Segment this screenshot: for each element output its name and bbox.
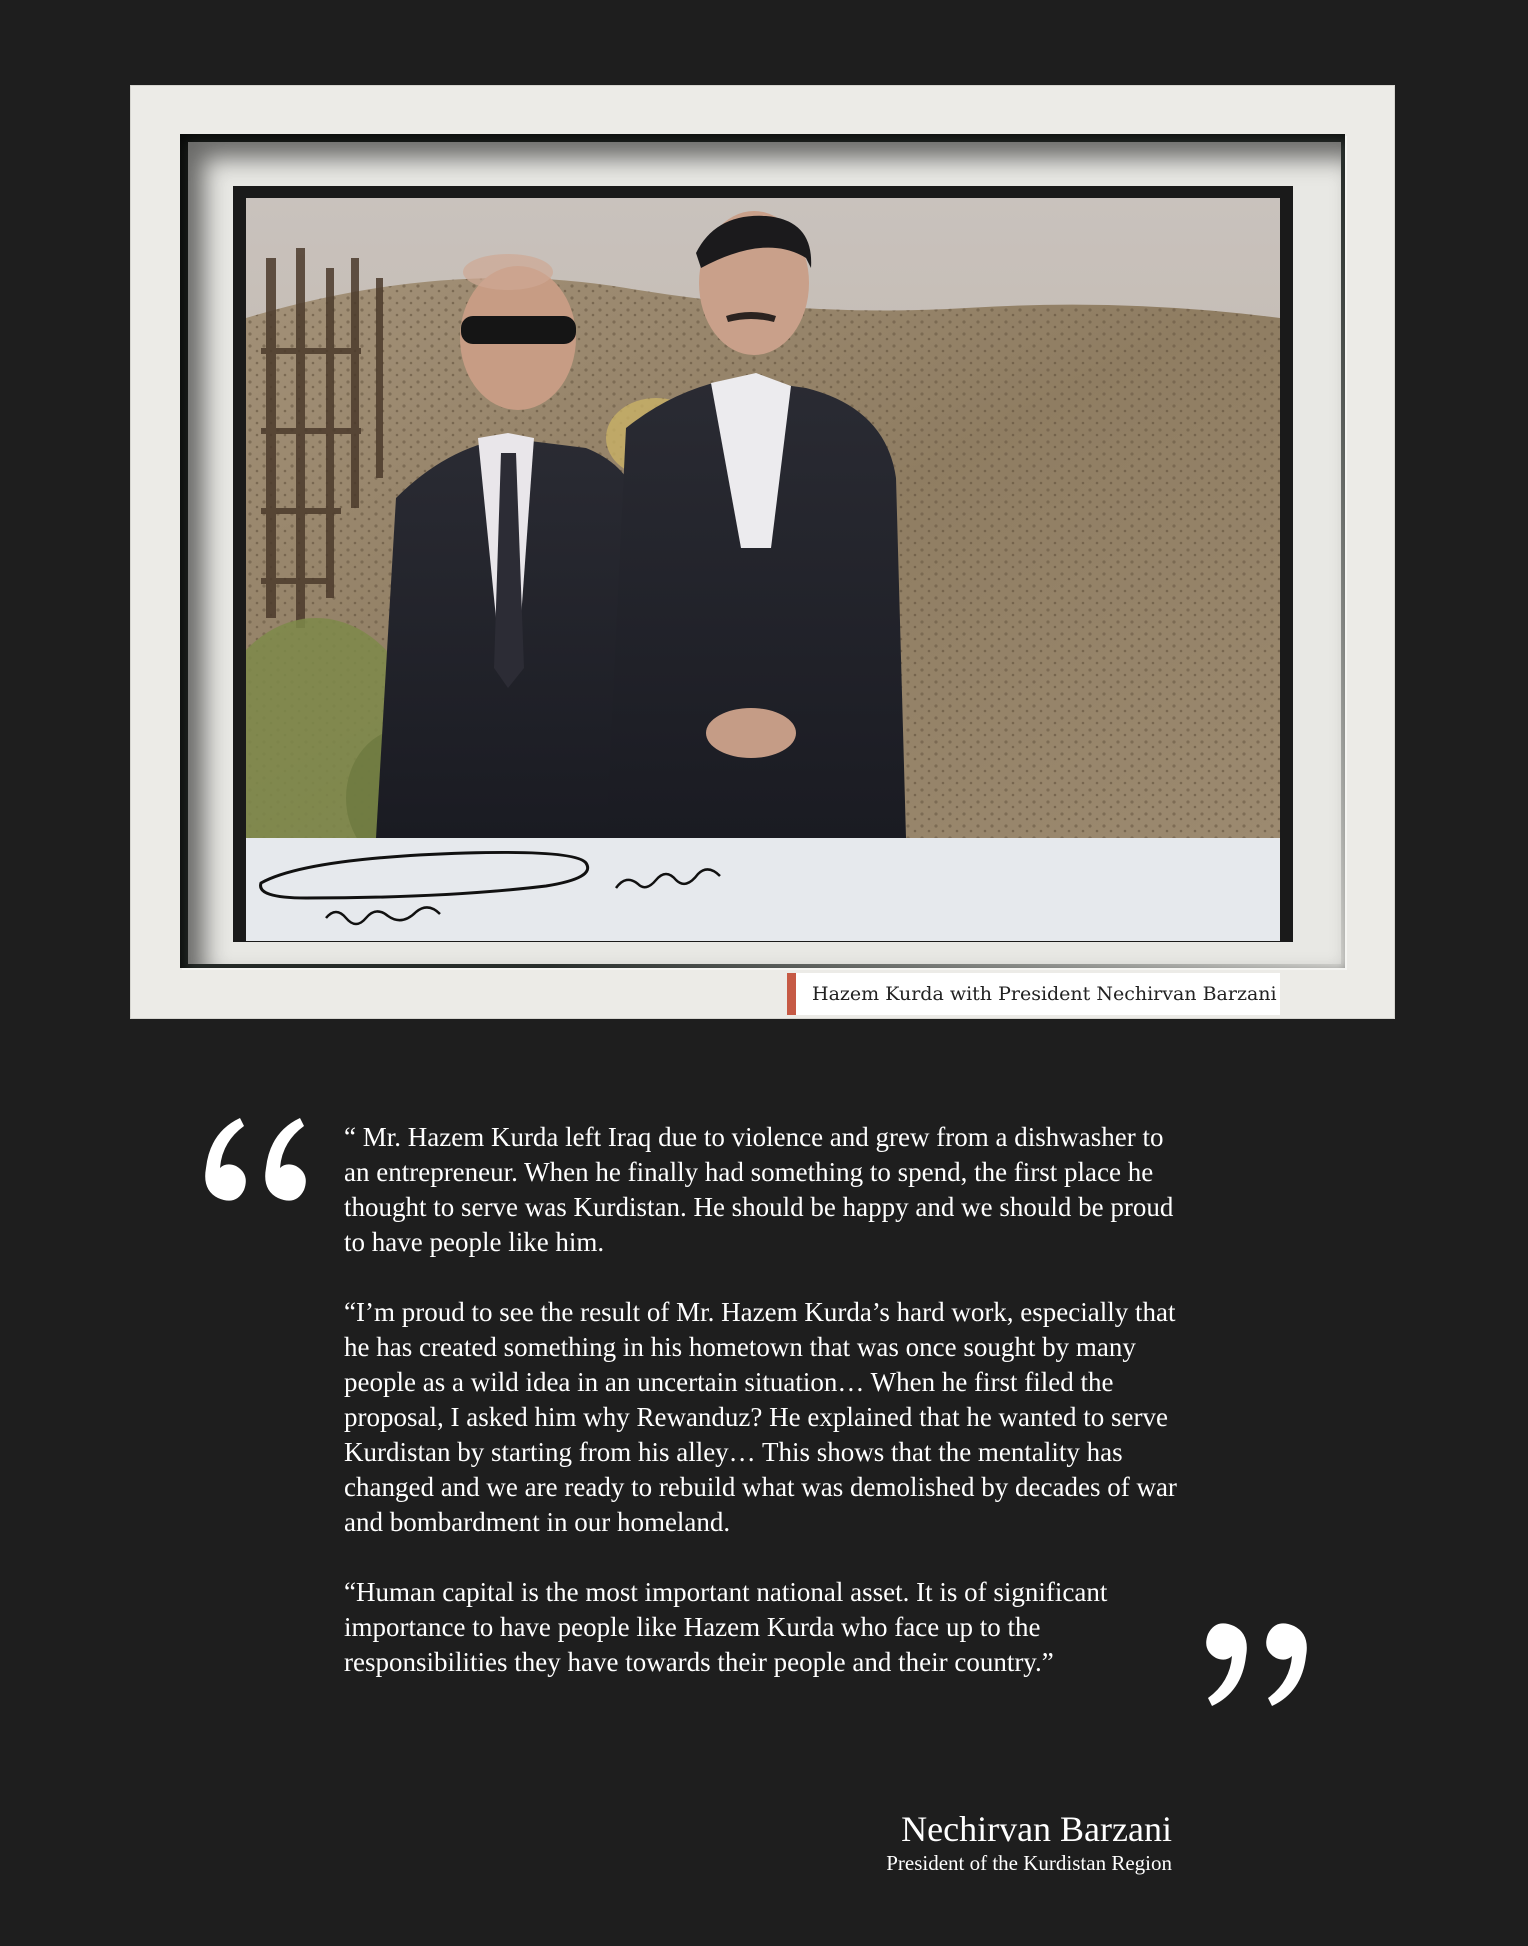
photo-caption xyxy=(787,973,1280,1015)
photograph xyxy=(246,198,1280,941)
caption-accent-bar xyxy=(787,973,796,1015)
quote-paragraph-1: “ Mr. Hazem Kurda left Iraq due to violence and grew from a dishwasher to an entrepreneur. When he finally had something to spend, the first place he thought to serve was Kurdistan. He should be happy and we should be proud to have people like him. xyxy=(344,1122,1174,1257)
attribution xyxy=(886,1808,1172,1876)
frame-mat xyxy=(188,142,1341,964)
quote-body xyxy=(344,1120,1184,1715)
close-quote-icon xyxy=(1200,1608,1320,1718)
caption-text: Hazem Kurda with President Nechirvan Barzani xyxy=(812,983,1277,1005)
photo-illustration xyxy=(246,198,1280,941)
photo-border xyxy=(233,186,1293,942)
frame-bevel xyxy=(180,134,1345,968)
photo-frame xyxy=(130,85,1395,1019)
open-quote-icon xyxy=(192,1110,312,1220)
attribution-role: President of the Kurdistan Region xyxy=(886,1851,1172,1875)
quote-paragraph-2: “I’m proud to see the result of Mr. Hazem Kurda’s hard work, especially that he has created something in his hometown that was once sought by many people as a wild idea in an uncertain situation… When he first filed the proposal, I asked him why Rewanduz? He explained that he wanted to serve Kurdistan by starting from his alley… This shows that the mentality has changed and we are ready to rebuild what was demolished by decades of war and bombardment in our homeland. xyxy=(344,1297,1177,1537)
attribution-name: Nechirvan Barzani xyxy=(901,1809,1172,1849)
quote-paragraph-3: “Human capital is the most important national asset. It is of significant importance to have people like Hazem Kurda who face up to the responsibilities they have towards their people and their country.” xyxy=(344,1577,1108,1677)
